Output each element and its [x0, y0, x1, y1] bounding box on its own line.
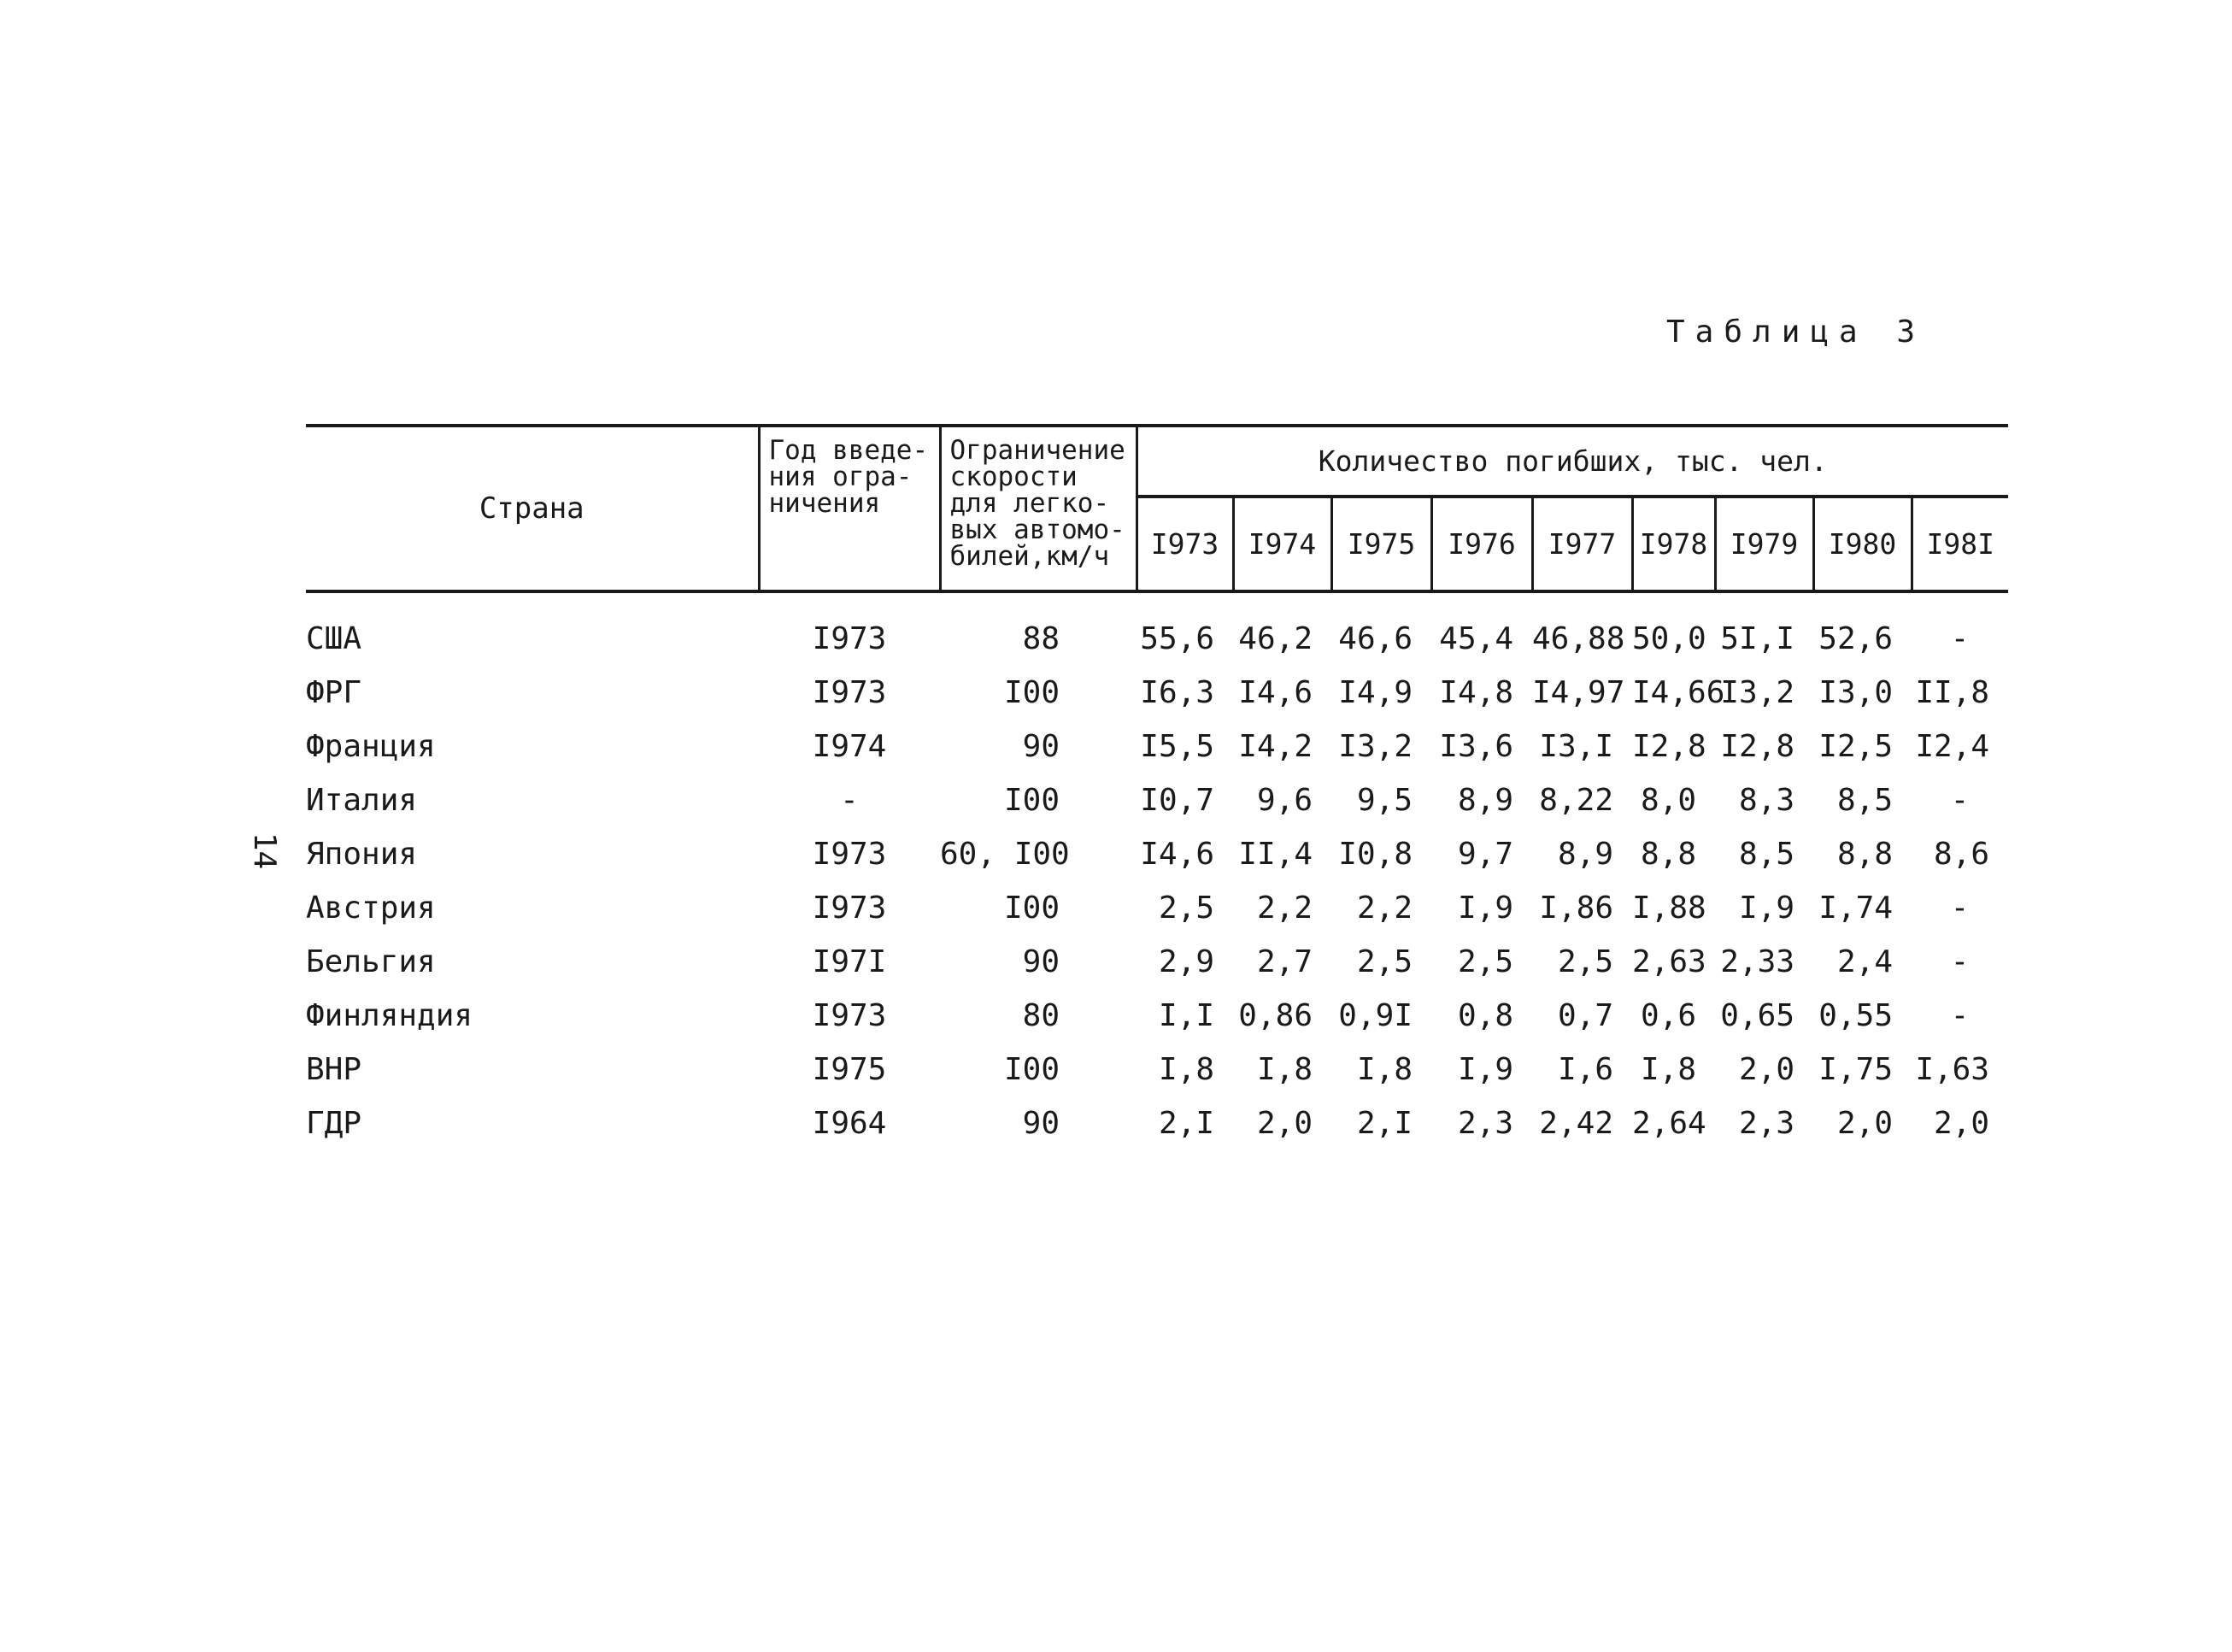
cell-deaths: 2,5 — [1457, 944, 1513, 979]
cell-country: Бельгия — [306, 944, 436, 979]
cell-deaths: 0,9I — [1338, 998, 1413, 1033]
table-row — [306, 720, 2008, 773]
cell-deaths: I4,8 — [1439, 675, 1513, 710]
cell-deaths: I3,6 — [1439, 729, 1513, 764]
cell-deaths: I2,4 — [1915, 729, 1990, 764]
cell-deaths: 0,65 — [1720, 998, 1794, 1033]
cell-country: Австрия — [306, 891, 436, 926]
cell-deaths: 0,86 — [1238, 998, 1313, 1033]
cell-deaths: I0,8 — [1338, 837, 1413, 872]
cell-deaths: 8,9 — [1557, 837, 1613, 872]
cell-deaths: 46,2 — [1238, 621, 1313, 656]
cell-deaths: 2,0 — [1738, 1052, 1794, 1087]
cell-deaths: 8,9 — [1457, 783, 1513, 818]
cell-country: ФРГ — [306, 675, 362, 710]
cell-deaths: 8,6 — [1933, 837, 1990, 872]
cell-deaths: 52,6 — [1818, 621, 1893, 656]
table-row — [306, 881, 2008, 935]
cell-deaths: 9,7 — [1457, 837, 1513, 872]
cell-deaths: I,8 — [1640, 1052, 1696, 1087]
cell-deaths: I,8 — [1158, 1052, 1214, 1087]
cell-deaths: - — [1950, 891, 1970, 926]
cell-deaths: 45,4 — [1439, 621, 1513, 656]
header-year: I98I — [1912, 497, 2008, 591]
cell-deaths: 0,7 — [1557, 998, 1613, 1033]
cell-deaths: I,63 — [1915, 1052, 1990, 1087]
cell-speed-limit: 90 — [1022, 944, 1060, 979]
header-year: I979 — [1715, 497, 1813, 591]
cell-deaths: 46,88 — [1532, 621, 1625, 656]
cell-deaths: I,86 — [1539, 891, 1613, 926]
cell-deaths: I3,2 — [1338, 729, 1413, 764]
cell-deaths: 2,64 — [1632, 1106, 1706, 1141]
table-row — [306, 1043, 2008, 1096]
cell-deaths: 2,9 — [1158, 944, 1214, 979]
cell-deaths: I3,I — [1539, 729, 1613, 764]
cell-deaths: I0,7 — [1140, 783, 1214, 818]
cell-deaths: 2,0 — [1933, 1106, 1990, 1141]
cell-deaths: 2,2 — [1356, 891, 1413, 926]
cell-deaths: - — [1950, 621, 1970, 656]
table-body — [306, 591, 2008, 1150]
table-row — [306, 827, 2008, 881]
cell-speed-limit: 90 — [1022, 729, 1060, 764]
cell-intro-year: I973 — [812, 621, 887, 656]
page-number: 14 — [247, 832, 283, 870]
cell-deaths: I,I — [1158, 998, 1214, 1033]
cell-deaths: II,4 — [1238, 837, 1313, 872]
cell-deaths: 8,5 — [1738, 837, 1794, 872]
cell-deaths: 2,4 — [1836, 944, 1893, 979]
cell-speed-limit: 88 — [1022, 621, 1060, 656]
cell-country: ВНР — [306, 1052, 362, 1087]
cell-speed-limit: I00 — [1003, 675, 1060, 710]
cell-speed-limit: I00 — [1003, 1052, 1060, 1087]
cell-deaths: 2,0 — [1836, 1106, 1893, 1141]
cell-intro-year: I973 — [812, 675, 887, 710]
cell-intro-year: I975 — [812, 1052, 887, 1087]
cell-deaths: II,8 — [1915, 675, 1990, 710]
cell-deaths: 2,I — [1158, 1106, 1214, 1141]
cell-deaths: I5,5 — [1140, 729, 1214, 764]
cell-speed-limit: I00 — [1003, 891, 1060, 926]
cell-deaths: 2,7 — [1256, 944, 1313, 979]
cell-country: США — [306, 621, 362, 656]
header-year: I973 — [1137, 497, 1233, 591]
cell-deaths: 8,8 — [1640, 837, 1696, 872]
cell-deaths: 50,0 — [1632, 621, 1706, 656]
cell-speed-limit: 90 — [1022, 1106, 1060, 1141]
cell-country: Финляндия — [306, 998, 473, 1033]
cell-deaths: I3,0 — [1818, 675, 1893, 710]
table-row — [306, 666, 2008, 720]
cell-deaths: 55,6 — [1140, 621, 1214, 656]
cell-deaths: 0,8 — [1457, 998, 1513, 1033]
cell-deaths: I,9 — [1457, 1052, 1513, 1087]
header-year: I978 — [1632, 497, 1715, 591]
cell-speed-limit: I00 — [1003, 783, 1060, 818]
cell-country: Япония — [306, 837, 418, 872]
cell-deaths: - — [1950, 944, 1970, 979]
cell-deaths: 5I,I — [1720, 621, 1794, 656]
cell-deaths: 2,5 — [1557, 944, 1613, 979]
cell-country: ГДР — [306, 1106, 362, 1141]
header-deaths: Количество погибших, тыс. чел. — [1137, 426, 2008, 497]
header-speed-limit: Ограничение скорости для легко-вых автомо-билей,км/ч — [940, 426, 1137, 591]
header-year: I980 — [1813, 497, 1912, 591]
cell-deaths: 2,I — [1356, 1106, 1413, 1141]
cell-deaths: I4,9 — [1338, 675, 1413, 710]
cell-deaths: 2,33 — [1720, 944, 1794, 979]
cell-deaths: 8,5 — [1836, 783, 1893, 818]
header-intro-year: Год введе-ния огра-ничения — [759, 426, 940, 591]
header-year: I975 — [1331, 497, 1431, 591]
table-header — [306, 426, 2008, 591]
deaths-table-container — [306, 424, 2008, 1150]
cell-deaths: 0,55 — [1818, 998, 1893, 1033]
cell-deaths: 2,5 — [1158, 891, 1214, 926]
table-row — [306, 773, 2008, 827]
table-row — [306, 989, 2008, 1043]
cell-deaths: 2,2 — [1256, 891, 1313, 926]
cell-deaths: 2,0 — [1256, 1106, 1313, 1141]
cell-deaths: 8,0 — [1640, 783, 1696, 818]
table-row — [306, 591, 2008, 666]
cell-intro-year: - — [840, 783, 859, 818]
cell-deaths: I,8 — [1356, 1052, 1413, 1087]
cell-deaths: 9,5 — [1356, 783, 1413, 818]
cell-deaths: 8,22 — [1539, 783, 1613, 818]
table-row — [306, 935, 2008, 989]
cell-deaths: 2,3 — [1457, 1106, 1513, 1141]
cell-deaths: I4,2 — [1238, 729, 1313, 764]
cell-deaths: I2,8 — [1720, 729, 1794, 764]
cell-deaths: 2,5 — [1356, 944, 1413, 979]
cell-deaths: I6,3 — [1140, 675, 1214, 710]
cell-deaths: I4,97 — [1532, 675, 1625, 710]
deaths-table — [306, 424, 2008, 1150]
cell-speed-limit: 60, I00 — [940, 837, 1070, 872]
cell-country: Италия — [306, 783, 418, 818]
header-year: I974 — [1233, 497, 1331, 591]
cell-speed-limit: 80 — [1022, 998, 1060, 1033]
cell-intro-year: I973 — [812, 891, 887, 926]
cell-deaths: 2,3 — [1738, 1106, 1794, 1141]
header-country: Страна — [306, 426, 759, 591]
cell-deaths: 9,6 — [1256, 783, 1313, 818]
cell-deaths: I,9 — [1457, 891, 1513, 926]
cell-deaths: I4,6 — [1238, 675, 1313, 710]
cell-country: Франция — [306, 729, 436, 764]
cell-deaths: I,88 — [1632, 891, 1706, 926]
cell-deaths: - — [1950, 998, 1970, 1033]
cell-deaths: I,9 — [1738, 891, 1794, 926]
cell-deaths: 8,8 — [1836, 837, 1893, 872]
table-caption: Таблица 3 — [1666, 315, 1926, 350]
cell-deaths: - — [1950, 783, 1970, 818]
cell-intro-year: I97I — [812, 944, 887, 979]
cell-deaths: I,75 — [1818, 1052, 1893, 1087]
cell-deaths: I4,66 — [1632, 675, 1725, 710]
table-row — [306, 1096, 2008, 1150]
cell-deaths: I2,8 — [1632, 729, 1706, 764]
cell-intro-year: I964 — [812, 1106, 887, 1141]
cell-deaths: I2,5 — [1818, 729, 1893, 764]
cell-deaths: I,8 — [1256, 1052, 1313, 1087]
cell-deaths: I4,6 — [1140, 837, 1214, 872]
cell-deaths: I3,2 — [1720, 675, 1794, 710]
cell-deaths: I,74 — [1818, 891, 1893, 926]
cell-intro-year: I973 — [812, 837, 887, 872]
cell-intro-year: I973 — [812, 998, 887, 1033]
header-year: I976 — [1431, 497, 1532, 591]
cell-deaths: 0,6 — [1640, 998, 1696, 1033]
cell-deaths: 2,42 — [1539, 1106, 1613, 1141]
cell-deaths: 46,6 — [1338, 621, 1413, 656]
cell-deaths: 8,3 — [1738, 783, 1794, 818]
cell-deaths: I,6 — [1557, 1052, 1613, 1087]
cell-deaths: 2,63 — [1632, 944, 1706, 979]
header-year: I977 — [1532, 497, 1632, 591]
cell-intro-year: I974 — [812, 729, 887, 764]
